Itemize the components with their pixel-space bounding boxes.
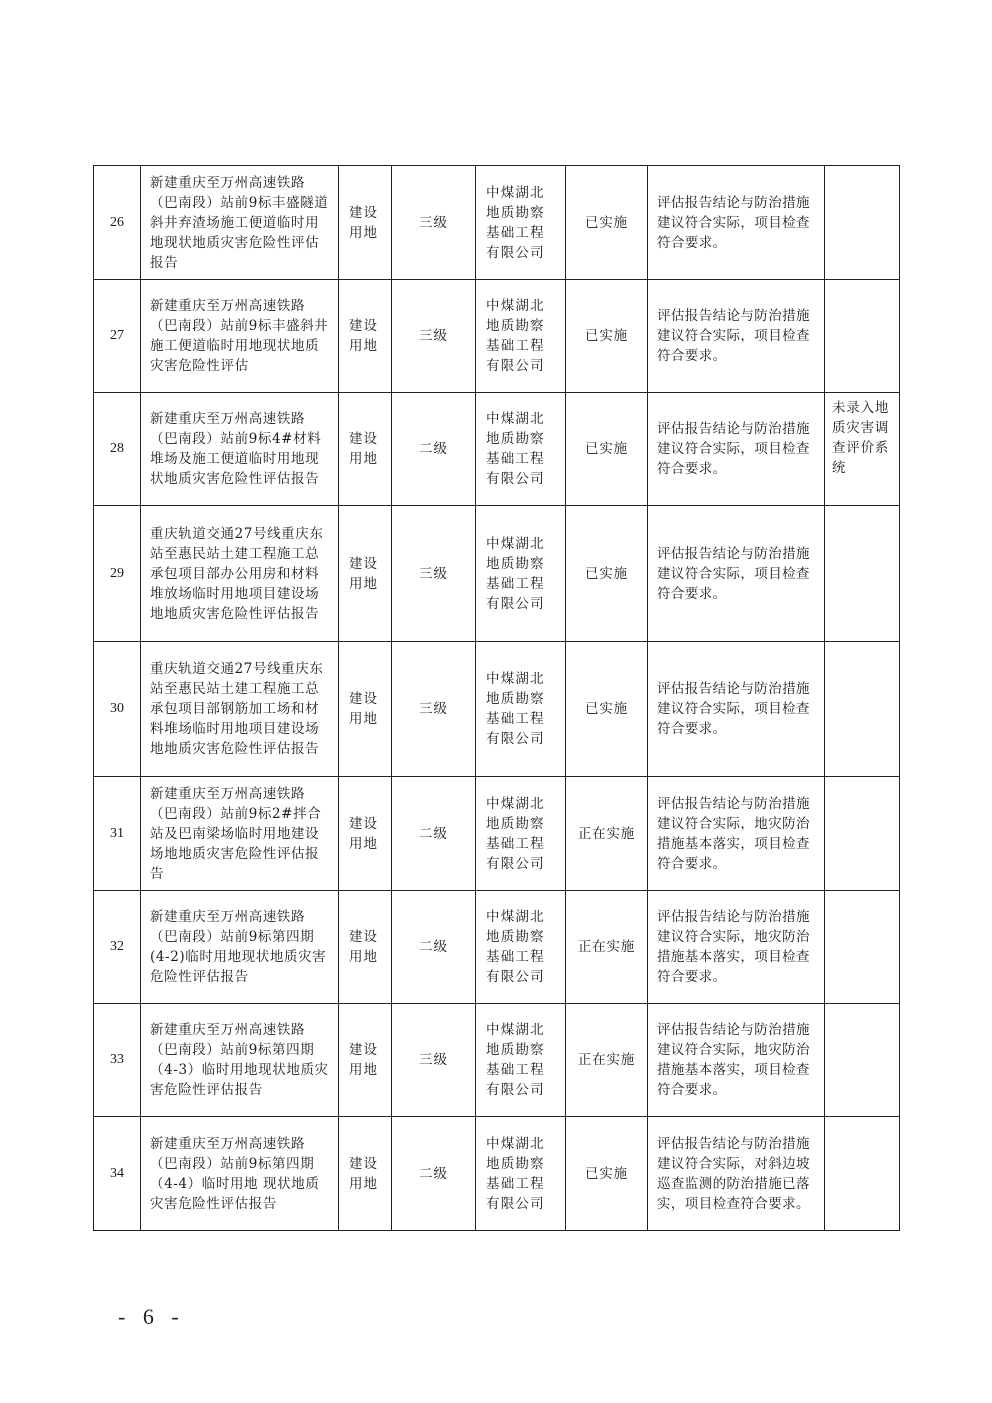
table-row — [94, 1004, 900, 1117]
review-table-container — [93, 165, 899, 1231]
table-row — [94, 166, 900, 280]
inspection-opinion: 评估报告结论与防治措施建议符合实际，地灾防治措施基本落实，项目检查符合要求。 — [648, 777, 825, 891]
table-row — [94, 1117, 900, 1231]
review-table — [93, 165, 900, 1231]
land-type: 建设用地 — [339, 1004, 392, 1117]
assessment-grade: 三级 — [392, 506, 476, 642]
row-number: 28 — [94, 393, 141, 506]
implementation-status: 已实施 — [566, 642, 648, 777]
assessment-org: 中煤湖北地质勘察基础工程有限公司 — [476, 1004, 566, 1117]
table-row — [94, 280, 900, 393]
table-row — [94, 642, 900, 777]
table-row — [94, 891, 900, 1004]
project-name: 重庆轨道交通27号线重庆东站至惠民站土建工程施工总承包项目部办公用房和材料堆放场临时用地项目建设场地地质灾害危险性评估报告 — [141, 506, 339, 642]
land-type: 建设用地 — [339, 506, 392, 642]
assessment-grade: 二级 — [392, 393, 476, 506]
row-number: 34 — [94, 1117, 141, 1231]
land-type: 建设用地 — [339, 280, 392, 393]
implementation-status: 已实施 — [566, 166, 648, 280]
inspection-opinion: 评估报告结论与防治措施建议符合实际，项目检查符合要求。 — [648, 506, 825, 642]
row-number: 32 — [94, 891, 141, 1004]
assessment-org: 中煤湖北地质勘察基础工程有限公司 — [476, 506, 566, 642]
assessment-grade: 三级 — [392, 280, 476, 393]
land-type: 建设用地 — [339, 393, 392, 506]
land-type: 建设用地 — [339, 642, 392, 777]
remark — [825, 166, 900, 280]
assessment-grade: 二级 — [392, 891, 476, 1004]
inspection-opinion: 评估报告结论与防治措施建议符合实际，项目检查符合要求。 — [648, 166, 825, 280]
assessment-org: 中煤湖北地质勘察基础工程有限公司 — [476, 280, 566, 393]
assessment-grade: 三级 — [392, 642, 476, 777]
land-type: 建设用地 — [339, 166, 392, 280]
implementation-status: 已实施 — [566, 506, 648, 642]
remark: 未录入地质灾害调查评价系统 — [825, 393, 900, 506]
table-row — [94, 506, 900, 642]
remark — [825, 777, 900, 891]
assessment-org: 中煤湖北地质勘察基础工程有限公司 — [476, 777, 566, 891]
project-name: 新建重庆至万州高速铁路（巴南段）站前9标丰盛斜井施工便道临时用地现状地质灾害危险性评估 — [141, 280, 339, 393]
table-row — [94, 777, 900, 891]
row-number: 33 — [94, 1004, 141, 1117]
assessment-grade: 二级 — [392, 1117, 476, 1231]
inspection-opinion: 评估报告结论与防治措施建议符合实际，项目检查符合要求。 — [648, 642, 825, 777]
project-name: 新建重庆至万州高速铁路（巴南段）站前9标第四期（4-4）临时用地 现状地质灾害危险性评估报告 — [141, 1117, 339, 1231]
inspection-opinion: 评估报告结论与防治措施建议符合实际，项目检查符合要求。 — [648, 393, 825, 506]
row-number: 30 — [94, 642, 141, 777]
land-type: 建设用地 — [339, 777, 392, 891]
inspection-opinion: 评估报告结论与防治措施建议符合实际，地灾防治措施基本落实，项目检查符合要求。 — [648, 1004, 825, 1117]
assessment-org: 中煤湖北地质勘察基础工程有限公司 — [476, 393, 566, 506]
project-name: 新建重庆至万州高速铁路（巴南段）站前9标2#拌合站及巴南梁场临时用地建设场地地质灾害危险性评估报告 — [141, 777, 339, 891]
implementation-status: 正在实施 — [566, 777, 648, 891]
page-number: - 6 - — [118, 1304, 185, 1329]
assessment-grade: 三级 — [392, 166, 476, 280]
inspection-opinion: 评估报告结论与防治措施建议符合实际，地灾防治措施基本落实，项目检查符合要求。 — [648, 891, 825, 1004]
land-type: 建设用地 — [339, 1117, 392, 1231]
land-type: 建设用地 — [339, 891, 392, 1004]
remark — [825, 1004, 900, 1117]
assessment-grade: 三级 — [392, 1004, 476, 1117]
project-name: 重庆轨道交通27号线重庆东站至惠民站土建工程施工总承包项目部钢筋加工场和材料堆场临时用地项目建设场地地质灾害危险性评估报告 — [141, 642, 339, 777]
assessment-org: 中煤湖北地质勘察基础工程有限公司 — [476, 642, 566, 777]
assessment-org: 中煤湖北地质勘察基础工程有限公司 — [476, 1117, 566, 1231]
inspection-opinion: 评估报告结论与防治措施建议符合实际，项目检查符合要求。 — [648, 280, 825, 393]
remark — [825, 1117, 900, 1231]
row-number: 31 — [94, 777, 141, 891]
assessment-org: 中煤湖北地质勘察基础工程有限公司 — [476, 891, 566, 1004]
implementation-status: 正在实施 — [566, 1004, 648, 1117]
remark — [825, 642, 900, 777]
remark — [825, 506, 900, 642]
implementation-status: 已实施 — [566, 280, 648, 393]
implementation-status: 正在实施 — [566, 891, 648, 1004]
remark — [825, 891, 900, 1004]
project-name: 新建重庆至万州高速铁路（巴南段）站前9标第四期（4-3）临时用地现状地质灾害危险性评估报告 — [141, 1004, 339, 1117]
project-name: 新建重庆至万州高速铁路（巴南段）站前9标4#材料堆场及施工便道临时用地现状地质灾害危险性评估报告 — [141, 393, 339, 506]
project-name: 新建重庆至万州高速铁路（巴南段）站前9标丰盛隧道斜井弃渣场施工便道临时用地现状地质灾害危险性评估报告 — [141, 166, 339, 280]
inspection-opinion: 评估报告结论与防治措施建议符合实际，对斜边坡巡查监测的防治措施已落实，项目检查符合要求。 — [648, 1117, 825, 1231]
row-number: 29 — [94, 506, 141, 642]
assessment-org: 中煤湖北地质勘察基础工程有限公司 — [476, 166, 566, 280]
row-number: 27 — [94, 280, 141, 393]
implementation-status: 已实施 — [566, 393, 648, 506]
project-name: 新建重庆至万州高速铁路（巴南段）站前9标第四期(4-2)临时用地现状地质灾害危险性评估报告 — [141, 891, 339, 1004]
remark — [825, 280, 900, 393]
assessment-grade: 二级 — [392, 777, 476, 891]
table-row — [94, 393, 900, 506]
implementation-status: 已实施 — [566, 1117, 648, 1231]
row-number: 26 — [94, 166, 141, 280]
